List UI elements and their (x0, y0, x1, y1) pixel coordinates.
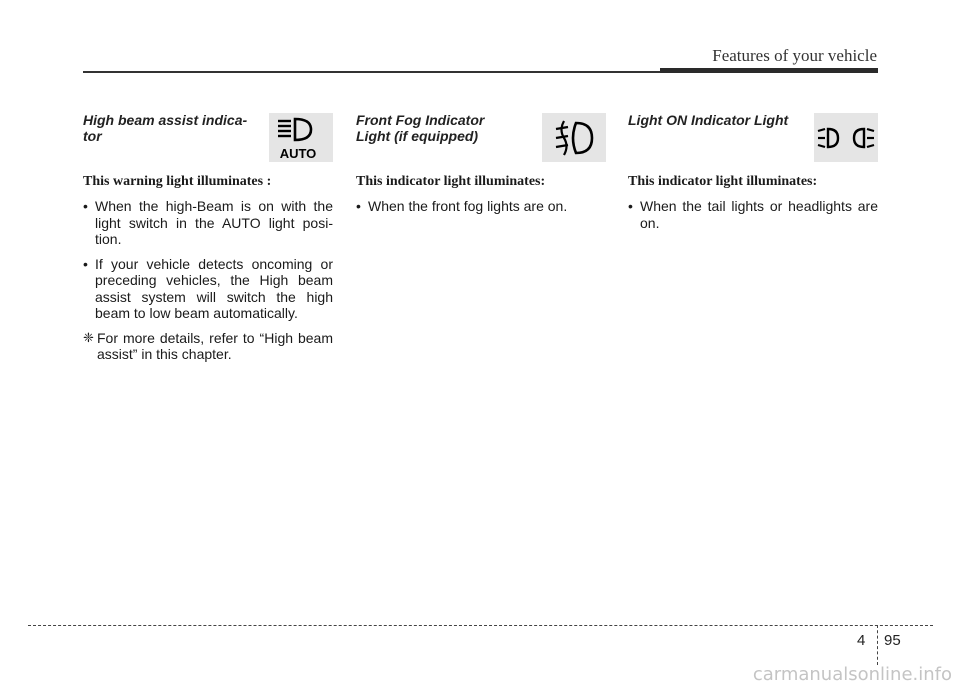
note-symbol: ❈ (83, 329, 94, 345)
list-item: • When the high-Beam is on with the light switch in the AUTO light posi-tion. (83, 198, 333, 248)
list-item: • When the tail lights or headlights are on. (628, 198, 878, 231)
footer-rule (28, 625, 933, 626)
page-header-title: Features of your vehicle (712, 46, 877, 65)
front-fog-light-icon (542, 113, 606, 162)
section-title: High beam assist indica- tor (83, 112, 248, 144)
section-title: Light ON Indicator Light (628, 112, 789, 128)
note-text: For more details, refer to “High beam assist” in this chapter. (97, 329, 333, 362)
high-beam-auto-icon (269, 113, 333, 162)
section-light-on-indicator (628, 112, 878, 239)
section-lead: This indicator light illuminates: (628, 174, 818, 189)
section-lead: This warning light illuminates : (83, 174, 272, 189)
section-high-beam-assist (83, 112, 333, 363)
icon-auto-label: AUTO (279, 145, 317, 161)
footer-divider (877, 625, 878, 665)
bullet-list (628, 198, 878, 231)
reference-note (83, 330, 333, 363)
chapter-number: 4 (857, 632, 866, 649)
header-rule-accent (660, 68, 878, 73)
section-title: Front Fog Indicator Light (if equipped) (356, 112, 485, 144)
list-item: • If your vehicle detects oncoming or preceding vehicles, the High beam assist system will switch the high beam to low beam automatically. (83, 256, 333, 322)
bullet-list (356, 198, 606, 215)
bullet-list (83, 198, 333, 322)
list-item: • When the front fog lights are on. (356, 198, 606, 215)
section-front-fog-indicator (356, 112, 606, 223)
tail-light-icon (814, 113, 878, 162)
section-lead: This indicator light illuminates: (356, 174, 546, 189)
watermark-text: carmanualsonline.info (752, 664, 952, 685)
page-number: 95 (884, 632, 901, 649)
